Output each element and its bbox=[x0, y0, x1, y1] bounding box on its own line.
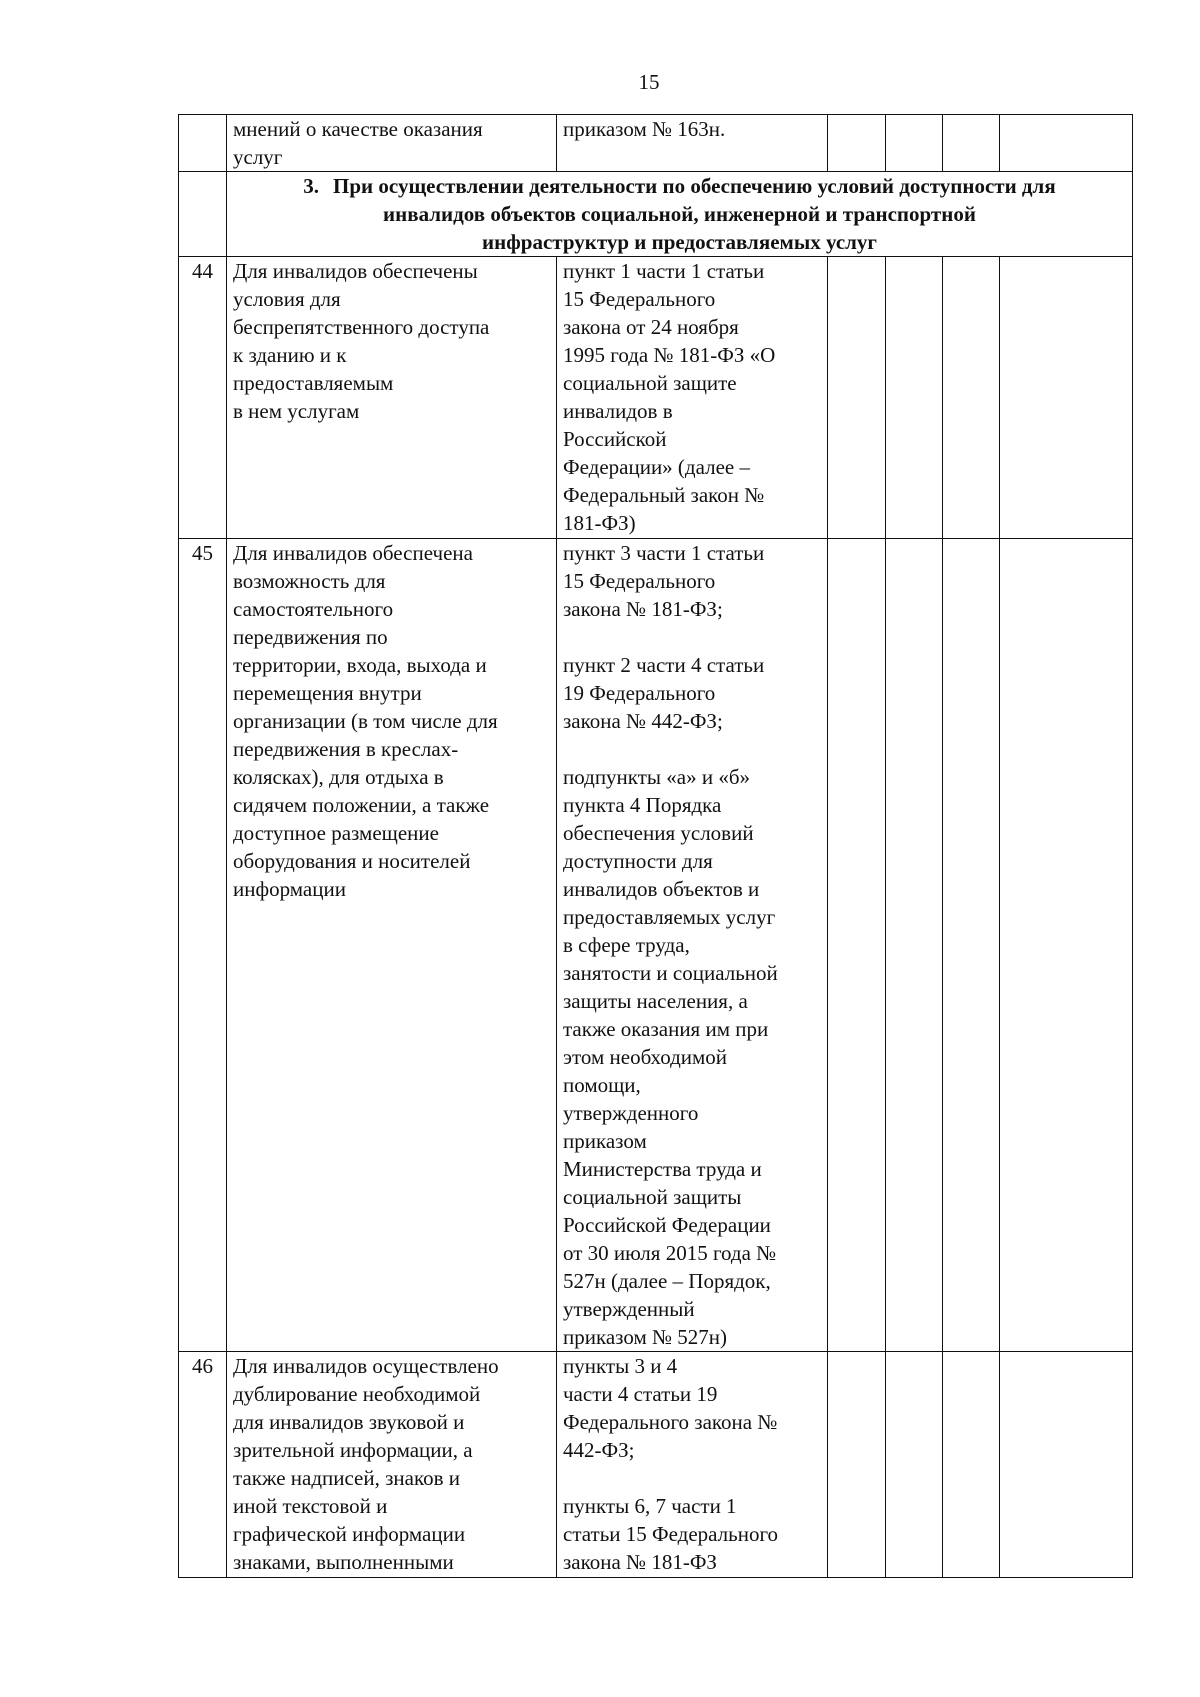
cell-text-line: 15 Федерального bbox=[563, 287, 716, 311]
row-number-cell bbox=[179, 115, 227, 172]
cell-text-line: статьи 15 Федерального bbox=[563, 1522, 779, 1546]
cell-text-line: в нем услугам bbox=[233, 399, 360, 423]
section-heading-row bbox=[179, 172, 1133, 257]
requirement-cell bbox=[227, 539, 557, 1352]
cell-text-line: приказом № 527н) bbox=[563, 1325, 728, 1349]
cell-text-line: пункт 2 части 4 статьи bbox=[563, 653, 765, 677]
cell-text-line: пункт 3 части 1 статьи bbox=[563, 541, 765, 565]
answer-no-cell bbox=[886, 1352, 943, 1578]
cell-text-line: этом необходимой bbox=[563, 1045, 728, 1069]
cell-text-line: подпункты «а» и «б» bbox=[563, 765, 751, 789]
cell-text-line: организации (в том числе для bbox=[233, 709, 498, 733]
cell-text-line: Федерации» (далее – bbox=[563, 455, 750, 479]
cell-text-line: 15 Федерального bbox=[563, 569, 716, 593]
cell-text-line: территории, входа, выхода и bbox=[233, 653, 487, 677]
row-number-cell: 44 bbox=[179, 257, 227, 539]
notes-cell bbox=[1000, 115, 1133, 172]
cell-text-line: к зданию и к bbox=[233, 343, 347, 367]
table-row-45 bbox=[179, 539, 1133, 1352]
cell-text-line: для инвалидов звуковой и bbox=[233, 1410, 465, 1434]
cell-blank-line bbox=[563, 1464, 827, 1492]
cell-text-line: самостоятельного bbox=[233, 597, 394, 621]
cell-text-line: графической информации bbox=[233, 1522, 466, 1546]
answer-yes-cell bbox=[828, 1352, 886, 1578]
cell-text-line: закона № 442-ФЗ; bbox=[563, 709, 723, 733]
cell-text-line: сидячем положении, а также bbox=[233, 793, 490, 817]
cell-text-line: пункт 1 части 1 статьи bbox=[563, 259, 765, 283]
cell-text-line: Федеральный закон № bbox=[563, 483, 765, 507]
row-number-cell: 45 bbox=[179, 539, 227, 1352]
cell-text-line: 181-ФЗ) bbox=[563, 511, 636, 535]
cell-text-line: пункта 4 Порядка bbox=[563, 793, 722, 817]
cell-text-line: инвалидов в bbox=[563, 399, 673, 423]
cell-text-line: перемещения внутри bbox=[233, 681, 422, 705]
cell-text-line: зрительной информации, а bbox=[233, 1438, 473, 1462]
cell-text-line: Российской bbox=[563, 427, 667, 451]
cell-text-line: передвижения в креслах- bbox=[233, 737, 459, 761]
section-number: 3. bbox=[303, 174, 320, 198]
cell-text-line: информации bbox=[233, 877, 346, 901]
cell-text-line: 19 Федерального bbox=[563, 681, 716, 705]
cell-text-line: закона от 24 ноября bbox=[563, 315, 739, 339]
cell-text-line: закона № 181-ФЗ bbox=[563, 1550, 717, 1574]
section-heading-line: При осуществлении деятельности по обеспечению условий доступности для bbox=[333, 174, 1056, 198]
cell-text-line: условия для bbox=[233, 287, 341, 311]
cell-text-line: знаками, выполненными bbox=[233, 1550, 454, 1574]
table-row-46 bbox=[179, 1352, 1133, 1578]
cell-blank-line bbox=[563, 735, 827, 763]
cell-text-line: иной текстовой и bbox=[233, 1494, 388, 1518]
cell-text-line: мнений о качестве оказания bbox=[233, 117, 483, 141]
cell-text-line: защиты населения, а bbox=[563, 989, 748, 1013]
cell-text-line: оборудования и носителей bbox=[233, 849, 471, 873]
table-row-44 bbox=[179, 257, 1133, 539]
cell-text-line: дублирование необходимой bbox=[233, 1382, 481, 1406]
cell-text-line: услуг bbox=[233, 145, 283, 169]
answer-not-applicable-cell bbox=[943, 1352, 1000, 1578]
cell-text-line: утвержденный bbox=[563, 1297, 695, 1321]
cell-text-line: доступности для bbox=[563, 849, 713, 873]
notes-cell bbox=[1000, 1352, 1133, 1578]
cell-text-line: также оказания им при bbox=[563, 1017, 769, 1041]
requirement-cell bbox=[227, 257, 557, 539]
cell-text-line: беспрепятственного доступа bbox=[233, 315, 490, 339]
cell-text-line: передвижения по bbox=[233, 625, 388, 649]
cell-text-line: Для инвалидов обеспечены bbox=[233, 259, 478, 283]
answer-not-applicable-cell bbox=[943, 539, 1000, 1352]
cell-text-line: также надписей, знаков и bbox=[233, 1466, 461, 1490]
answer-not-applicable-cell bbox=[943, 115, 1000, 172]
requirement-cell bbox=[227, 1352, 557, 1578]
cell-text-line: 442-ФЗ; bbox=[563, 1438, 635, 1462]
cell-text-line: социальной защите bbox=[563, 371, 737, 395]
answer-yes-cell bbox=[828, 539, 886, 1352]
cell-text-line: инвалидов объектов и bbox=[563, 877, 760, 901]
notes-cell bbox=[1000, 257, 1133, 539]
cell-text-line: утвержденного bbox=[563, 1101, 699, 1125]
legal-basis-cell bbox=[557, 257, 828, 539]
row-number-cell: 46 bbox=[179, 1352, 227, 1578]
cell-text-line: пункты 6, 7 части 1 bbox=[563, 1494, 737, 1518]
cell-text-line: части 4 статьи 19 bbox=[563, 1382, 718, 1406]
notes-cell bbox=[1000, 539, 1133, 1352]
section-heading-cell bbox=[227, 172, 1133, 257]
cell-text-line: пункты 3 и 4 bbox=[563, 1354, 678, 1378]
cell-text-line: помощи, bbox=[563, 1073, 641, 1097]
checklist-table bbox=[178, 114, 1133, 1578]
section-heading-line: инфраструктур и предоставляемых услуг bbox=[482, 230, 877, 254]
section-heading-line: инвалидов объектов социальной, инженерной и транспортной bbox=[383, 202, 976, 226]
requirement-cell bbox=[227, 115, 557, 172]
cell-text-line: приказом № 163н. bbox=[563, 117, 726, 141]
cell-text-line: 527н (далее – Порядок, bbox=[563, 1269, 771, 1293]
cell-text-line: доступное размещение bbox=[233, 821, 439, 845]
answer-no-cell bbox=[886, 115, 943, 172]
table-row-continued bbox=[179, 115, 1133, 172]
cell-text-line: Для инвалидов обеспечена bbox=[233, 541, 473, 565]
cell-text-line: Российской Федерации bbox=[563, 1213, 771, 1237]
cell-text-line: Министерства труда и bbox=[563, 1157, 762, 1181]
cell-text-line: возможность для bbox=[233, 569, 386, 593]
cell-text-line: Для инвалидов осуществлено bbox=[233, 1354, 499, 1378]
cell-text-line: приказом bbox=[563, 1129, 647, 1153]
cell-text-line: обеспечения условий bbox=[563, 821, 754, 845]
cell-text-line: предоставляемым bbox=[233, 371, 394, 395]
answer-yes-cell bbox=[828, 115, 886, 172]
cell-text-line: социальной защиты bbox=[563, 1185, 742, 1209]
legal-basis-cell bbox=[557, 539, 828, 1352]
cell-text-line: 1995 года № 181-ФЗ «О bbox=[563, 343, 776, 367]
answer-no-cell bbox=[886, 539, 943, 1352]
answer-no-cell bbox=[886, 257, 943, 539]
cell-blank-line bbox=[563, 623, 827, 651]
cell-text-line: закона № 181-ФЗ; bbox=[563, 597, 723, 621]
legal-basis-cell bbox=[557, 115, 828, 172]
cell-text-line: Федерального закона № bbox=[563, 1410, 778, 1434]
answer-not-applicable-cell bbox=[943, 257, 1000, 539]
cell-text-line: колясках), для отдыха в bbox=[233, 765, 444, 789]
cell-text-line: от 30 июля 2015 года № bbox=[563, 1241, 777, 1265]
page-number: 15 bbox=[638, 70, 660, 94]
section-number-blank-cell bbox=[179, 172, 227, 257]
cell-text-line: в сфере труда, bbox=[563, 933, 690, 957]
legal-basis-cell bbox=[557, 1352, 828, 1578]
cell-text-line: занятости и социальной bbox=[563, 961, 778, 985]
cell-text-line: предоставляемых услуг bbox=[563, 905, 776, 929]
answer-yes-cell bbox=[828, 257, 886, 539]
